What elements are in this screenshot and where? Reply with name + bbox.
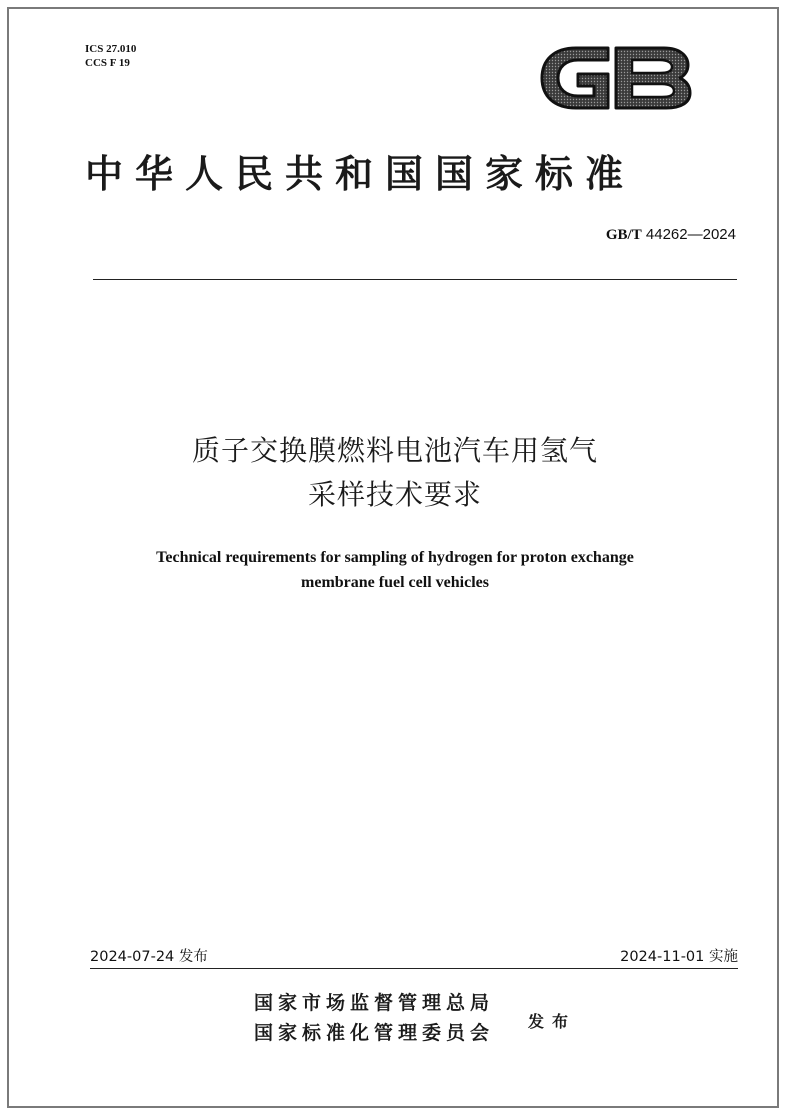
implementation-date: 2024-11-01 实施	[620, 949, 738, 965]
top-divider	[93, 279, 737, 280]
bottom-divider	[90, 968, 738, 969]
issue-label: 发布	[528, 1012, 577, 1031]
issue-date: 2024-07-24 发布	[90, 949, 208, 965]
ccs-code: CCS F 19	[85, 57, 130, 69]
classification-codes	[85, 42, 136, 70]
issuer-samr: 国家市场监督管理总局	[254, 992, 495, 1014]
chinese-title-line2: 采样技术要求	[307, 478, 482, 511]
standard-number	[560, 226, 736, 244]
standard-number-prefix: GB/T	[605, 227, 642, 243]
english-title-line1: Technical requirements for sampling of hydrogen for proton exchange	[156, 549, 634, 566]
gb-logo-icon	[536, 38, 696, 118]
chinese-title	[0, 429, 790, 517]
issuing-organizations	[254, 988, 494, 1048]
issuer-sac: 国家标准化管理委员会	[254, 1022, 495, 1044]
standard-category-title: 中华人民共和国国家标准	[85, 152, 636, 196]
chinese-title-line1: 质子交换膜燃料电池汽车用氢气	[191, 434, 598, 467]
english-title	[0, 545, 790, 595]
standard-number-value: 44262—2024	[645, 226, 736, 243]
ics-code: ICS 27.010	[85, 43, 137, 55]
english-title-line2: membrane fuel cell vehicles	[301, 574, 489, 591]
